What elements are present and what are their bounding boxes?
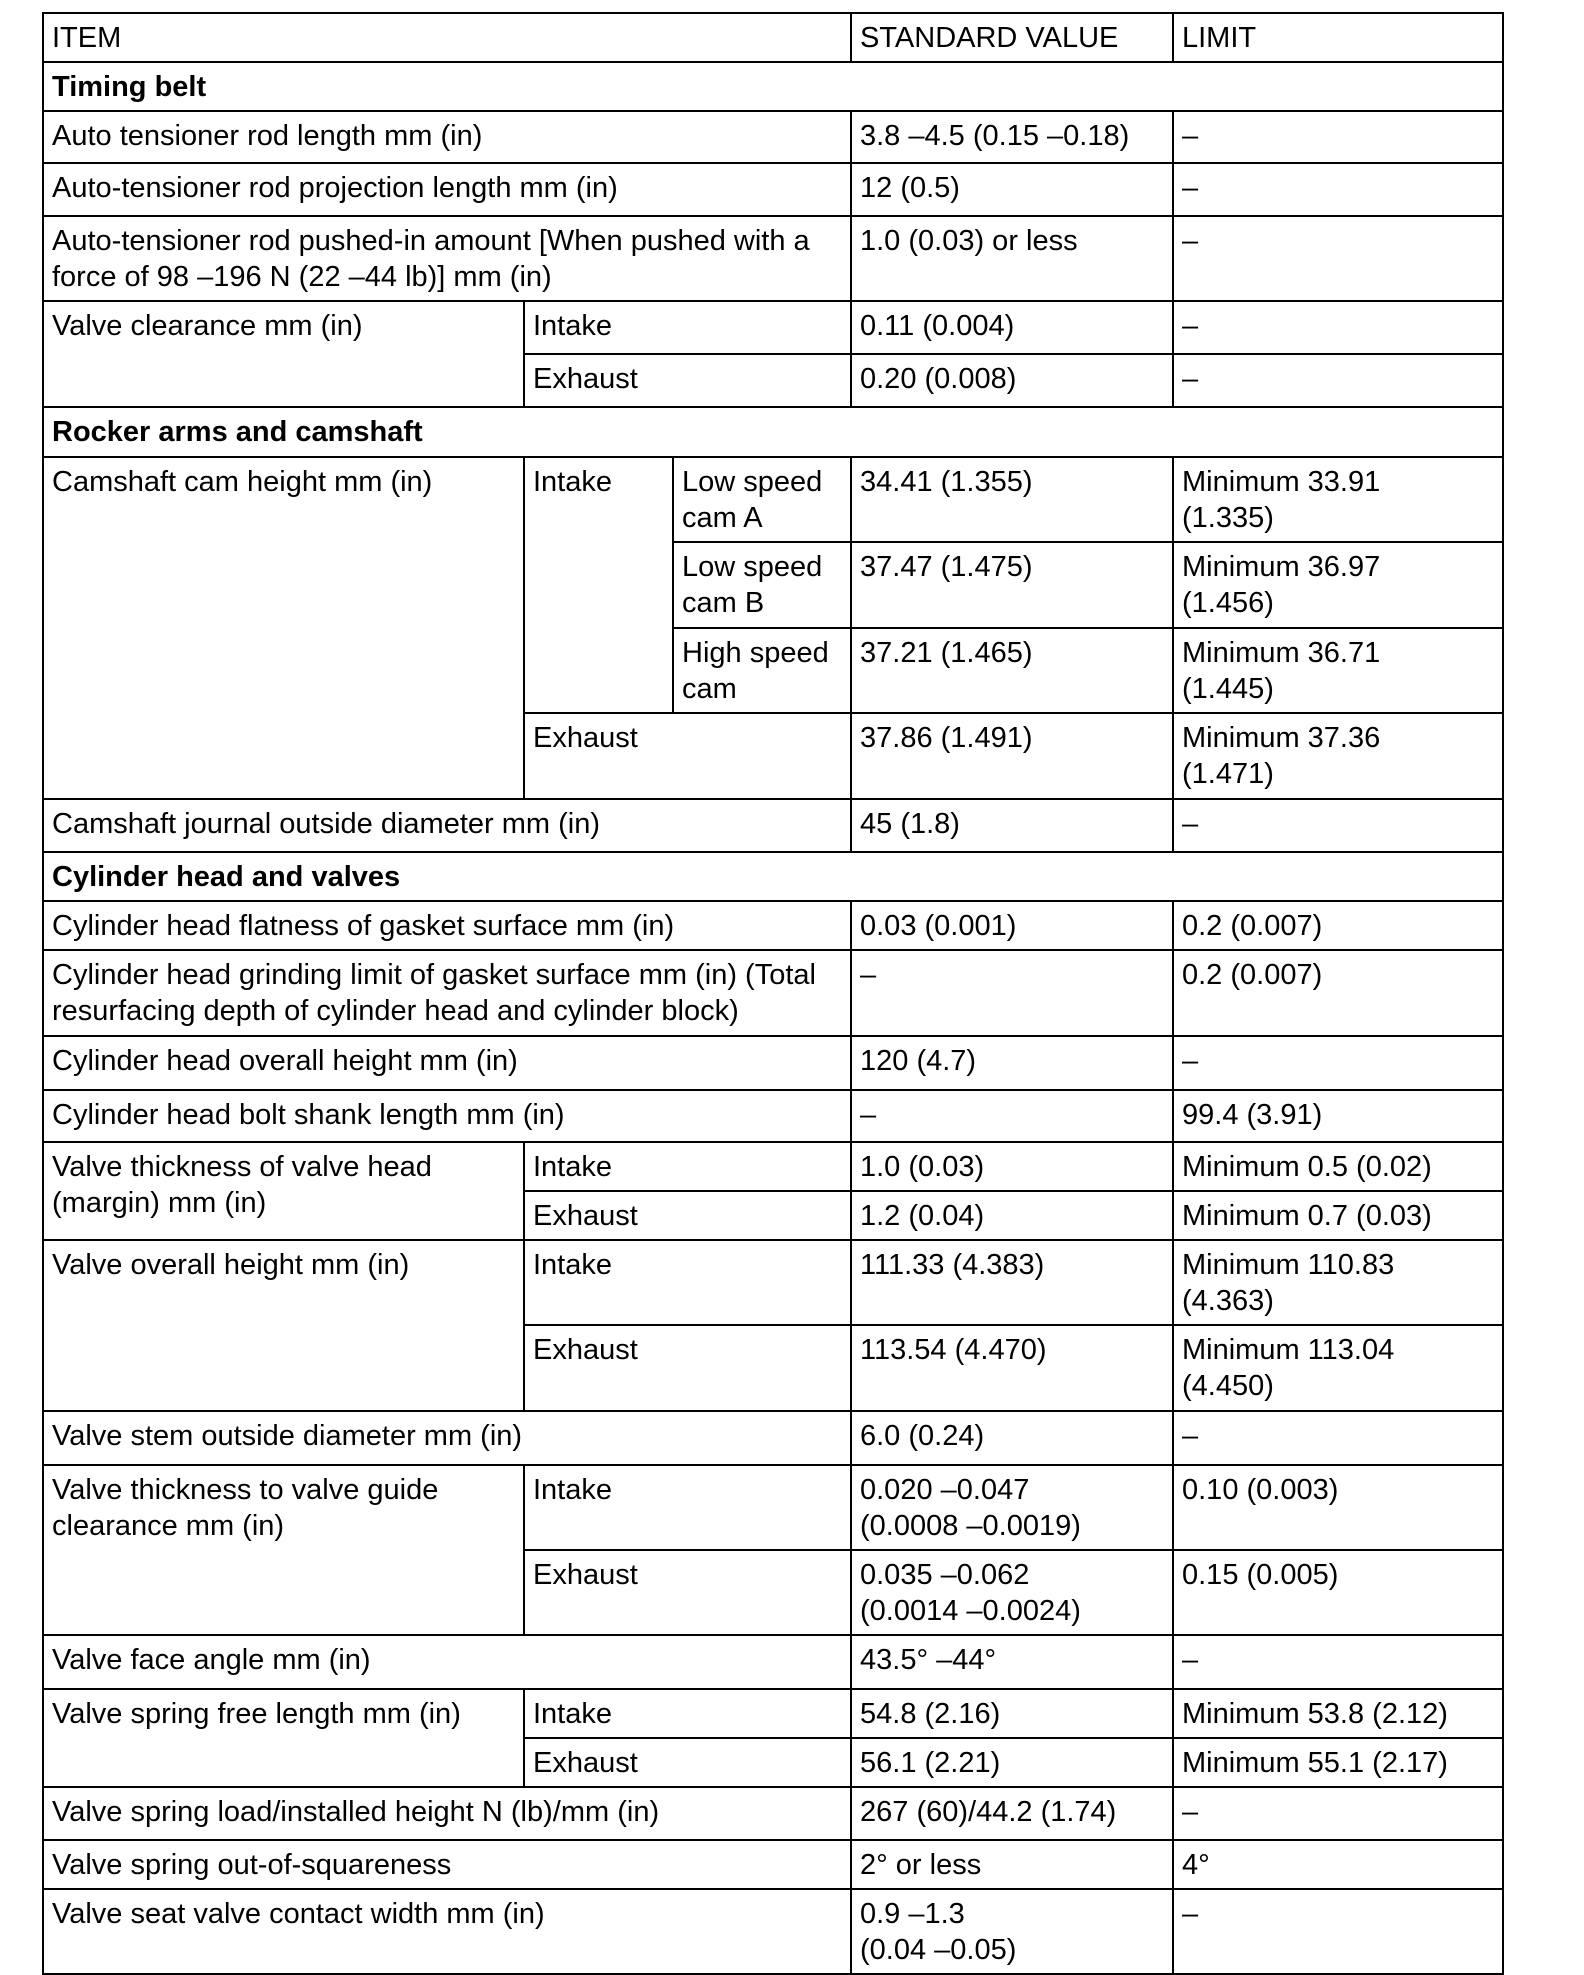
limit-value: – — [1173, 799, 1503, 852]
limit-line: (1.456) — [1182, 587, 1274, 619]
item-label-line: Valve thickness of valve head — [52, 1151, 432, 1183]
standard-value — [851, 1465, 1173, 1550]
item-label-line: (margin) mm (in) — [52, 1187, 267, 1219]
limit-value — [1173, 628, 1503, 713]
item-label — [43, 1465, 524, 1635]
standard-value: 111.33 (4.383) — [851, 1240, 1173, 1325]
table-row — [43, 1036, 1503, 1090]
standard-value: 3.8 –4.5 (0.15 –0.18) — [851, 111, 1173, 163]
item-label-line: Cylinder head grinding limit of gasket surface mm (in) (Total — [52, 959, 816, 991]
table-row — [43, 1465, 1503, 1550]
limit-value — [1173, 1325, 1503, 1411]
standard-value: 0.11 (0.004) — [851, 301, 1173, 354]
limit-line: (1.335) — [1182, 502, 1274, 534]
limit-value: – — [1173, 111, 1503, 163]
limit-value — [1173, 542, 1503, 628]
standard-value: 12 (0.5) — [851, 163, 1173, 216]
standard-line: 0.020 –0.047 — [860, 1474, 1030, 1506]
standard-value: 1.0 (0.03) — [851, 1142, 1173, 1191]
item-label-line: resurfacing depth of cylinder head and cylinder block) — [52, 995, 739, 1027]
item-label: Valve spring free length mm (in) — [43, 1689, 524, 1787]
item-label: Camshaft journal outside diameter mm (in) — [43, 799, 851, 852]
limit-value — [1173, 457, 1503, 542]
item-label-line: Valve thickness to valve guide — [52, 1474, 439, 1506]
limit-value: 0.2 (0.007) — [1173, 950, 1503, 1036]
standard-value: 1.2 (0.04) — [851, 1191, 1173, 1240]
limit-value: – — [1173, 1036, 1503, 1090]
standard-value — [851, 1889, 1173, 1974]
standard-value: 54.8 (2.16) — [851, 1689, 1173, 1738]
sub-item: Intake — [524, 1240, 851, 1325]
limit-value: 0.15 (0.005) — [1173, 1550, 1503, 1635]
limit-value: – — [1173, 301, 1503, 354]
standard-value: 267 (60)/44.2 (1.74) — [851, 1787, 1173, 1840]
sub-sub-item-line: Low speed — [682, 466, 823, 498]
item-label: Auto-tensioner rod projection length mm (in) — [43, 163, 851, 216]
standard-value: 1.0 (0.03) or less — [851, 216, 1173, 301]
item-label: Cylinder head overall height mm (in) — [43, 1036, 851, 1090]
limit-line: (1.445) — [1182, 673, 1274, 705]
limit-line: (4.450) — [1182, 1370, 1274, 1402]
item-label: Valve stem outside diameter mm (in) — [43, 1411, 851, 1465]
limit-value: Minimum 0.5 (0.02) — [1173, 1142, 1503, 1191]
limit-value: – — [1173, 1635, 1503, 1689]
limit-value: Minimum 55.1 (2.17) — [1173, 1738, 1503, 1787]
limit-value: 0.2 (0.007) — [1173, 901, 1503, 950]
standard-value: 2° or less — [851, 1840, 1173, 1889]
sub-sub-item — [673, 457, 851, 542]
section-row — [43, 62, 1503, 111]
sub-item: Intake — [524, 1689, 851, 1738]
table-row — [43, 111, 1503, 163]
table-row — [43, 799, 1503, 852]
standard-value: 6.0 (0.24) — [851, 1411, 1173, 1465]
standard-value: – — [851, 950, 1173, 1036]
table-row — [43, 1787, 1503, 1840]
standard-line: (0.04 –0.05) — [860, 1934, 1017, 1966]
header-limit: LIMIT — [1173, 13, 1503, 62]
table-row — [43, 216, 1503, 301]
limit-value: – — [1173, 1787, 1503, 1840]
sub-sub-item-line: cam A — [682, 502, 763, 534]
table-row — [43, 901, 1503, 950]
sub-item: Intake — [524, 457, 673, 713]
limit-value: 99.4 (3.91) — [1173, 1090, 1503, 1142]
standard-line: (0.0008 –0.0019) — [860, 1510, 1081, 1542]
sub-item: Exhaust — [524, 1550, 851, 1635]
limit-line: (1.471) — [1182, 758, 1274, 790]
limit-line: Minimum 113.04 — [1182, 1334, 1395, 1366]
standard-value: 37.86 (1.491) — [851, 713, 1173, 799]
table-row — [43, 1142, 1503, 1191]
item-label: Valve clearance mm (in) — [43, 301, 524, 407]
sub-sub-item-line: High speed — [682, 637, 829, 669]
item-label-line: clearance mm (in) — [52, 1510, 285, 1542]
limit-value: – — [1173, 1411, 1503, 1465]
standard-value: 0.20 (0.008) — [851, 354, 1173, 407]
item-label: Valve face angle mm (in) — [43, 1635, 851, 1689]
sub-sub-item-line: Low speed — [682, 551, 823, 583]
table-row — [43, 457, 1503, 542]
sub-item: Intake — [524, 1465, 851, 1550]
sub-item: Exhaust — [524, 1325, 851, 1411]
standard-value: – — [851, 1090, 1173, 1142]
table-row — [43, 1689, 1503, 1738]
standard-value: 120 (4.7) — [851, 1036, 1173, 1090]
limit-value — [1173, 1240, 1503, 1325]
spec-table — [42, 12, 1504, 1975]
limit-line: Minimum 110.83 — [1182, 1249, 1395, 1281]
item-label: Valve spring load/installed height N (lb)/mm (in) — [43, 1787, 851, 1840]
table-row — [43, 1840, 1503, 1889]
section-row — [43, 852, 1503, 901]
table-row — [43, 301, 1503, 354]
item-label — [43, 1142, 524, 1240]
standard-value: 45 (1.8) — [851, 799, 1173, 852]
sub-item: Exhaust — [524, 1738, 851, 1787]
standard-line: 0.9 –1.3 — [860, 1898, 965, 1930]
section-rocker-arms: Rocker arms and camshaft — [43, 407, 1503, 457]
section-cylinder-head: Cylinder head and valves — [43, 852, 1503, 901]
table-row — [43, 1090, 1503, 1142]
header-row — [43, 13, 1503, 62]
table-row — [43, 1240, 1503, 1325]
table-row — [43, 163, 1503, 216]
sub-item: Intake — [524, 1142, 851, 1191]
sub-sub-item — [673, 628, 851, 713]
item-label: Camshaft cam height mm (in) — [43, 457, 524, 799]
item-label: Valve overall height mm (in) — [43, 1240, 524, 1411]
sub-item: Exhaust — [524, 354, 851, 407]
table-row — [43, 1635, 1503, 1689]
header-standard-value: STANDARD VALUE — [851, 13, 1173, 62]
standard-value: 37.47 (1.475) — [851, 542, 1173, 628]
limit-value: – — [1173, 163, 1503, 216]
limit-value — [1173, 713, 1503, 799]
limit-line: Minimum 36.71 — [1182, 637, 1381, 669]
limit-line: Minimum 33.91 — [1182, 466, 1381, 498]
standard-value: 0.03 (0.001) — [851, 901, 1173, 950]
item-label-line: Auto-tensioner rod pushed-in amount [When pushed with a — [52, 225, 810, 257]
standard-value: 37.21 (1.465) — [851, 628, 1173, 713]
standard-line: (0.0014 –0.0024) — [860, 1595, 1081, 1627]
item-label: Cylinder head flatness of gasket surface mm (in) — [43, 901, 851, 950]
limit-value: – — [1173, 1889, 1503, 1974]
sub-item: Exhaust — [524, 713, 851, 799]
item-label: Valve seat valve contact width mm (in) — [43, 1889, 851, 1974]
table-row — [43, 1411, 1503, 1465]
table-row — [43, 950, 1503, 1036]
standard-value: 56.1 (2.21) — [851, 1738, 1173, 1787]
standard-value — [851, 1550, 1173, 1635]
limit-line: Minimum 37.36 — [1182, 722, 1381, 754]
item-label: Auto tensioner rod length mm (in) — [43, 111, 851, 163]
standard-value: 43.5° –44° — [851, 1635, 1173, 1689]
limit-value: 4° — [1173, 1840, 1503, 1889]
item-label — [43, 950, 851, 1036]
standard-line: 0.035 –0.062 — [860, 1559, 1030, 1591]
sub-item: Intake — [524, 301, 851, 354]
limit-line: (4.363) — [1182, 1285, 1274, 1317]
item-label-line: force of 98 –196 N (22 –44 lb)] mm (in) — [52, 261, 552, 293]
limit-value: Minimum 0.7 (0.03) — [1173, 1191, 1503, 1240]
sub-sub-item — [673, 542, 851, 628]
standard-value: 34.41 (1.355) — [851, 457, 1173, 542]
table-row — [43, 1889, 1503, 1974]
sub-sub-item-line: cam B — [682, 587, 765, 619]
limit-value: 0.10 (0.003) — [1173, 1465, 1503, 1550]
item-label: Cylinder head bolt shank length mm (in) — [43, 1090, 851, 1142]
sub-item: Exhaust — [524, 1191, 851, 1240]
limit-line: Minimum 36.97 — [1182, 551, 1381, 583]
limit-value: – — [1173, 216, 1503, 301]
item-label — [43, 216, 851, 301]
standard-value: 113.54 (4.470) — [851, 1325, 1173, 1411]
section-row — [43, 407, 1503, 457]
limit-value: Minimum 53.8 (2.12) — [1173, 1689, 1503, 1738]
header-item: ITEM — [43, 13, 851, 62]
section-timing-belt: Timing belt — [43, 62, 1503, 111]
limit-value: – — [1173, 354, 1503, 407]
item-label: Valve spring out-of-squareness — [43, 1840, 851, 1889]
sub-sub-item-line: cam — [682, 673, 737, 705]
